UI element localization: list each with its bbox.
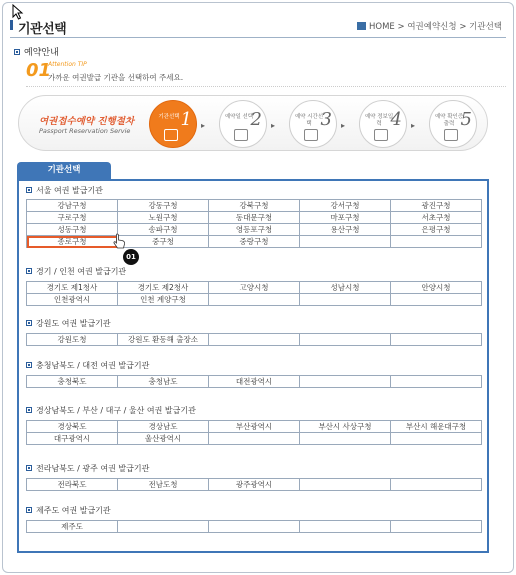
step-number: 1 [180,109,192,130]
institution-link[interactable]: 고양시청 [209,282,300,294]
empty-cell [300,334,391,346]
breadcrumb-home[interactable]: HOME [369,22,395,32]
bullet-icon [26,362,32,368]
institution-link[interactable]: 종로구청 [27,236,118,248]
group-title: 경상남북도 / 부산 / 대구 / 울산 여권 발급기관 [26,405,196,416]
step-number: 2 [250,109,262,130]
empty-cell [391,294,482,306]
institution-table [26,199,482,248]
empty-cell [391,334,482,346]
empty-cell [391,521,482,533]
group-title: 제주도 여권 발급기관 [26,505,111,516]
notice-section-title: 예약안내 [14,45,59,58]
chevron-right-icon: ▸ [201,121,206,130]
printer-icon [444,129,458,141]
table-row [27,376,482,388]
institution-link[interactable]: 제주도 [27,521,118,533]
breadcrumb: HOME > 여권예약신청 > 기관선택 [357,20,502,32]
institution-link[interactable]: 강서구청 [300,200,391,212]
institution-link[interactable]: 강동구청 [118,200,209,212]
chevron-right-icon: ▸ [271,121,276,130]
institution-link[interactable]: 강북구청 [209,200,300,212]
institution-link[interactable]: 성동구청 [27,224,118,236]
group-title: 강원도 여권 발급기관 [26,318,111,329]
institution-link[interactable]: 부산시 해운대구청 [391,421,482,433]
empty-cell [209,334,300,346]
tip-label: Attention TIP [48,61,87,68]
home-icon [357,22,366,30]
institution-link[interactable]: 광진구청 [391,200,482,212]
tip-text: 가까운 여권발급 기관을 선택하여 주세요. [48,73,184,82]
institution-link[interactable]: 대구광역시 [27,433,118,445]
institution-link[interactable]: 광주광역시 [209,479,300,491]
institution-link[interactable]: 경기도 제2청사 [118,282,209,294]
breadcrumb-current: 기관선택 [469,22,502,32]
institution-table [26,520,482,533]
empty-cell [209,521,300,533]
institution-link[interactable]: 마포구청 [300,212,391,224]
institution-link[interactable]: 영등포구청 [209,224,300,236]
table-row [27,421,482,433]
institution-link[interactable]: 안양시청 [391,282,482,294]
institution-link[interactable]: 강남구청 [27,200,118,212]
institution-link[interactable]: 은평구청 [391,224,482,236]
group-title: 전라남북도 / 광주 여권 발급기관 [26,463,149,474]
institution-link[interactable]: 충청남도 [118,376,209,388]
institution-link[interactable]: 경상북도 [27,421,118,433]
building-icon [164,129,178,141]
institution-link[interactable]: 충청북도 [27,376,118,388]
title-bar-marker [10,20,13,30]
table-row [27,479,482,491]
group-title: 경기 / 인천 여권 발급기관 [26,266,126,277]
empty-cell [391,433,482,445]
empty-cell [391,376,482,388]
institution-panel [17,179,489,553]
step-label: 예약 정보입력 [364,114,394,127]
empty-cell [300,294,391,306]
step-1 [149,100,197,148]
page-title: 기관선택 [18,22,67,37]
institution-table [26,281,482,306]
institution-link[interactable]: 울산광역시 [118,433,209,445]
bullet-icon [26,507,32,513]
table-row [27,334,482,346]
step-5 [429,100,477,148]
chevron-right-icon: ▸ [341,121,346,130]
process-steps [18,95,488,151]
table-row [27,282,482,294]
step-label: 예약일 선택 [224,114,254,120]
bullet-icon [26,465,32,471]
institution-link[interactable]: 전남도청 [118,479,209,491]
table-row [27,200,482,212]
step-3 [289,100,337,148]
institution-link[interactable]: 경상남도 [118,421,209,433]
institution-link[interactable]: 송파구청 [118,224,209,236]
tip-number: 01 [26,60,52,81]
institution-link[interactable]: 인천 계양구청 [118,294,209,306]
pen-icon [374,129,388,141]
empty-cell [391,236,482,248]
bullet-icon [26,268,32,274]
step-2 [219,100,267,148]
institution-table [26,333,482,346]
step-label: 예약 확인증출력 [434,114,464,127]
institution-link[interactable]: 서초구청 [391,212,482,224]
empty-cell [118,521,209,533]
step-number: 3 [320,109,332,130]
institution-table [26,375,482,388]
institution-link[interactable]: 용산구청 [300,224,391,236]
institution-link[interactable]: 전라북도 [27,479,118,491]
callout-badge: 01 [123,249,139,265]
step-number: 5 [460,109,472,130]
empty-cell [300,479,391,491]
table-row [27,224,482,236]
table-row [27,212,482,224]
empty-cell [300,521,391,533]
empty-cell [300,236,391,248]
page-header [10,14,506,38]
table-row [27,433,482,445]
institution-link[interactable]: 경기도 제1청사 [27,282,118,294]
table-row [27,294,482,306]
chevron-right-icon: ▸ [411,121,416,130]
alarm-clock-icon [304,129,318,141]
empty-cell [300,376,391,388]
institution-link[interactable]: 성남시청 [300,282,391,294]
bullet-icon [14,49,20,55]
process-subtitle: Passport Reservation Servie [39,127,131,135]
table-row [27,236,482,248]
institution-table [26,478,482,491]
institution-link[interactable]: 중구청 [118,236,209,248]
institution-link[interactable]: 부산시 사상구청 [300,421,391,433]
table-row [27,521,482,533]
step-4 [359,100,407,148]
hand-pointer-icon [113,233,127,249]
institution-link[interactable]: 중랑구청 [209,236,300,248]
institution-link[interactable]: 인천광역시 [27,294,118,306]
institution-link[interactable]: 대전광역시 [209,376,300,388]
divider [26,86,506,87]
empty-cell [300,433,391,445]
step-label: 예약 시간선택 [294,114,324,127]
step-label: 기관선택 [158,114,180,120]
empty-cell [209,433,300,445]
institution-link[interactable]: 부산광역시 [209,421,300,433]
bullet-icon [26,320,32,326]
calendar-icon [234,129,248,141]
bullet-icon [26,187,32,193]
institution-link[interactable]: 강원도 환동해 출장소 [118,334,209,346]
empty-cell [209,294,300,306]
tab-institution-select[interactable]: 기관선택 [17,162,111,179]
institution-link[interactable]: 노원구청 [118,212,209,224]
institution-link[interactable]: 강원도청 [27,334,118,346]
bullet-icon [26,407,32,413]
process-title: 여권접수예약 진행절차 [39,116,135,127]
empty-cell [391,479,482,491]
group-title: 서울 여권 발급기관 [26,185,103,196]
institution-table [26,420,482,445]
institution-link[interactable]: 동대문구청 [209,212,300,224]
group-title: 충청남북도 / 대전 여권 발급기관 [26,360,149,371]
breadcrumb-reservation[interactable]: 여권예약신청 [407,22,457,32]
institution-link[interactable]: 구로구청 [27,212,118,224]
step-number: 4 [390,109,402,130]
